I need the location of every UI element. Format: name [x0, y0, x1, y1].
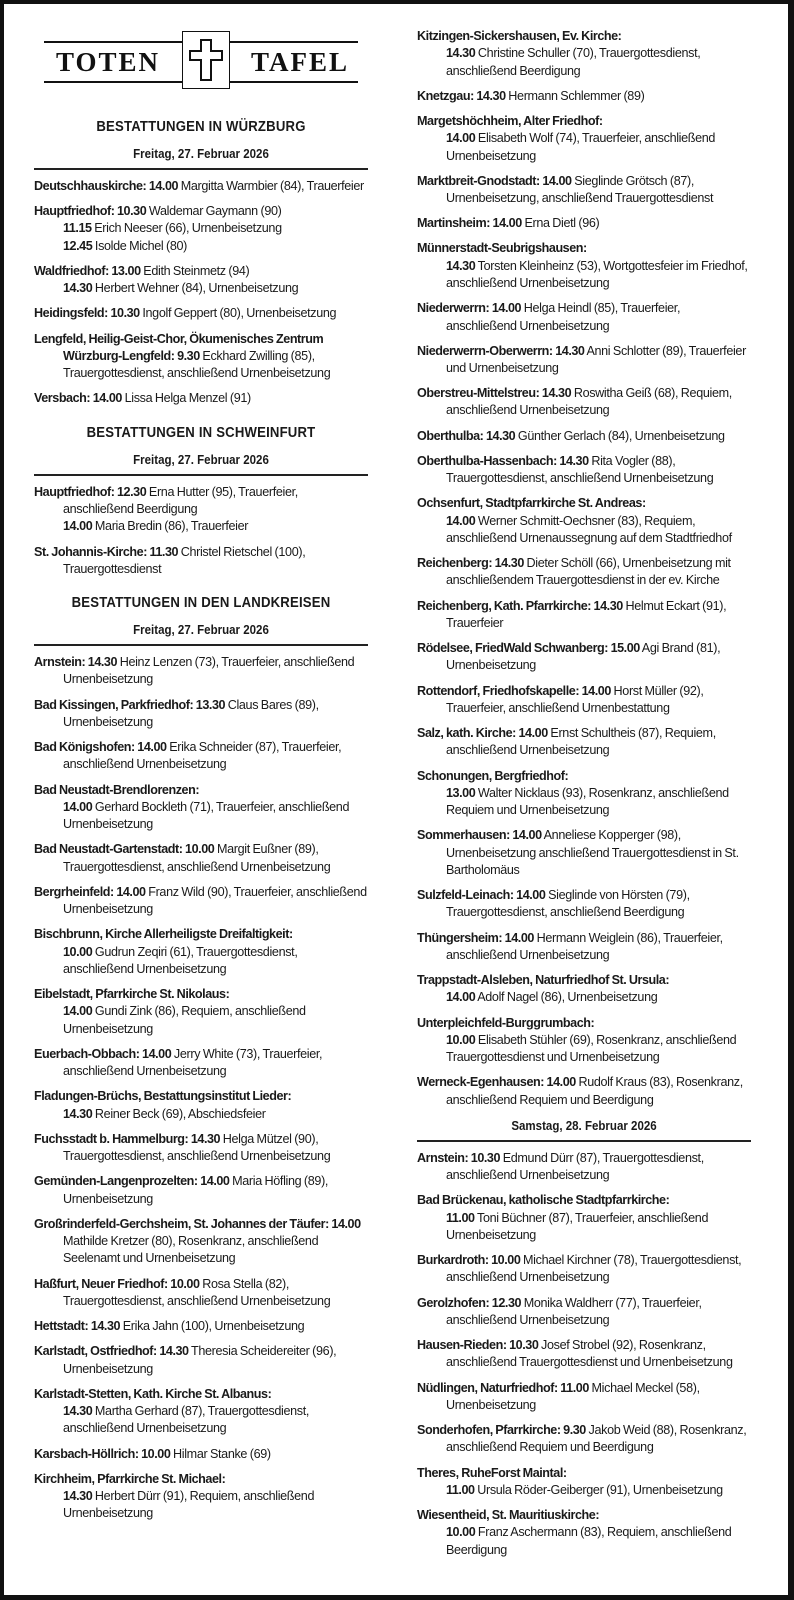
- funeral-entry: [417, 1015, 751, 1067]
- entry-continuation: [63, 1106, 368, 1123]
- entry-text: Waldemar Gaymann (90): [146, 204, 282, 219]
- entry-text: Margitta Warmbier (84), Trauerfeier: [178, 179, 364, 193]
- entry-text: Hilmar Stanke (69): [170, 1446, 271, 1461]
- section-date: Freitag, 27. Februar 2026: [133, 451, 269, 467]
- funeral-entry: [417, 598, 751, 633]
- entry-place: Haßfurt, Neuer Friedhof: 10.00: [34, 1276, 200, 1291]
- entry-text: Helmut Eckart (91), Trauerfeier: [446, 598, 727, 630]
- entry-place: Reichenberg, Kath. Pfarrkirche: 14.30: [417, 598, 623, 613]
- cross-icon: [182, 31, 230, 89]
- entry-place: Schonungen, Bergfriedhof:: [417, 768, 569, 783]
- entry-continuation: [446, 1524, 751, 1559]
- entry-text: Erna Dietl (96): [521, 216, 600, 231]
- entry-text: Eckhard Zwilling (85), Trauergottesdienst, anschließend Urnenbeisetzung: [63, 348, 331, 381]
- entry-continuation: [446, 258, 751, 293]
- funeral-entry: [34, 484, 368, 536]
- entry-text: Gerhard Bockleth (71), Trauerfeier, anschließend Urnenbeisetzung: [63, 799, 350, 832]
- entry-place: Heidingsfeld: 10.30: [34, 306, 140, 321]
- funeral-entry: [34, 1131, 368, 1166]
- entry-place: Karlstadt, Ostfriedhof: 14.30: [34, 1344, 189, 1359]
- entry-time: 11.00: [446, 1482, 475, 1497]
- entry-text: Christine Schuller (70), Trauergottesdienst, anschließend Beerdigung: [446, 46, 701, 78]
- section-title: BESTATTUNGEN IN WÜRZBURG: [96, 119, 306, 135]
- entry-text: Monika Waldherr (77), Trauerfeier, anschließend Urnenbeisetzung: [446, 1295, 702, 1327]
- entry-text: Erika Jahn (100), Urnenbeisetzung: [120, 1319, 305, 1334]
- funeral-entry: [417, 495, 751, 547]
- funeral-entry: [417, 113, 751, 165]
- entry-place: Hauptfriedhof: 10.30: [34, 204, 147, 219]
- funeral-entry: [34, 1446, 368, 1463]
- entry-text: Hermann Schlemmer (89): [505, 88, 645, 103]
- entry-text: Edmund Dürr (87), Trauergottesdienst, anschließend Urnenbeisetzung: [446, 1150, 704, 1183]
- entry-text: Michael Kirchner (78), Trauergottesdienst, anschließend Urnenbeisetzung: [446, 1253, 742, 1285]
- entry-continuation: [63, 238, 368, 255]
- entry-text: Horst Müller (92), Trauerfeier, anschließend Urnenbestattung: [446, 683, 704, 715]
- entry-time: 14.30: [446, 46, 476, 61]
- entry-place: Kitzingen-Sickershausen, Ev. Kirche:: [417, 29, 622, 43]
- entry-text: Michael Meckel (58), Urnenbeisetzung: [446, 1380, 700, 1412]
- entry-continuation: [446, 1482, 751, 1499]
- entry-place: Bad Neustadt-Gartenstadt: 10.00: [34, 842, 215, 857]
- entry-place: Knetzgau: 14.30: [417, 88, 506, 103]
- funeral-entry: [417, 28, 751, 80]
- entry-place: St. Johannis-Kirche: 11.30: [34, 544, 179, 559]
- entry-time: 10.00: [446, 1032, 476, 1047]
- entry-text: Helga Heindl (85), Trauerfeier, anschließend Urnenbeisetzung: [446, 301, 681, 333]
- funeral-entry: [417, 173, 751, 208]
- funeral-entry: [417, 1465, 751, 1500]
- entry-time: 14.30: [63, 1404, 93, 1419]
- entry-text: Dieter Schöll (66), Urnenbeisetzung mit anschließendem Trauergottesdienst in der ev. Kirche: [446, 556, 731, 588]
- entry-place: Gemünden-Langenprozelten: 14.00: [34, 1174, 230, 1189]
- entry-text: Mathilde Kretzer (80), Rosenkranz, anschließend Seelenamt und Urnenbeisetzung: [63, 1234, 319, 1266]
- entry-place: Euerbach-Obbach: 14.00: [34, 1046, 172, 1061]
- entry-continuation: [63, 518, 368, 535]
- entry-time: 14.00: [446, 131, 476, 146]
- entry-continuation: [63, 799, 368, 834]
- entry-text: Josef Strobel (92), Rosenkranz, anschließend Trauergottesdienst und Urnenbeisetzung: [446, 1338, 733, 1370]
- entry-text: Jerry White (73), Trauerfeier, anschließend Urnenbeisetzung: [63, 1046, 323, 1079]
- entry-place: Versbach: 14.00: [34, 391, 122, 406]
- section-title: BESTATTUNGEN IN DEN LANDKREISEN: [71, 595, 331, 612]
- entry-time: 11.15: [63, 221, 92, 236]
- entry-place: Sommerhausen: 14.00: [417, 828, 542, 843]
- funeral-entry: [34, 1318, 368, 1335]
- entry-text: Christel Rietschel (100), Trauergottesdienst: [63, 544, 306, 576]
- entry-place: Bischbrunn, Kirche Allerheiligste Dreifaltigkeit:: [34, 927, 293, 942]
- entry-text: Roswitha Geiß (68), Requiem, anschließend Urnenbeisetzung: [446, 386, 732, 418]
- entry-place: Arnstein: 10.30: [417, 1150, 501, 1165]
- entry-text: Theresia Scheidereiter (96), Urnenbeisetzung: [63, 1344, 337, 1376]
- funeral-entry: [34, 1386, 368, 1438]
- entry-place: Werneck-Egenhausen: 14.00: [417, 1075, 576, 1090]
- funeral-entry: [34, 1343, 368, 1378]
- funeral-entry: [34, 1088, 368, 1123]
- funeral-entry: [417, 1074, 751, 1109]
- funeral-entry: [417, 428, 751, 445]
- entry-time: 14.30: [63, 1106, 93, 1121]
- section-title: BESTATTUNGEN IN SCHWEINFURT: [86, 424, 316, 441]
- funeral-entry: [417, 1507, 751, 1559]
- date-rule: [417, 1140, 751, 1142]
- funeral-entry: [34, 544, 368, 579]
- entry-text: Franz Wild (90), Trauerfeier, anschließend Urnenbeisetzung: [63, 884, 367, 917]
- entry-text: Reiner Beck (69), Abschiedsfeier: [92, 1106, 266, 1121]
- entry-continuation: [63, 1003, 368, 1038]
- entry-continuation: [63, 944, 368, 979]
- entry-continuation: [446, 130, 751, 165]
- entry-text: Elisabeth Wolf (74), Trauerfeier, anschließend Urnenbeisetzung: [446, 131, 716, 163]
- entry-text: Lissa Helga Menzel (91): [121, 391, 251, 406]
- entry-place: Oberstreu-Mittelstreu: 14.30: [417, 386, 572, 401]
- entry-text: Adolf Nagel (86), Urnenbeisetzung: [475, 990, 658, 1005]
- entry-text: Sieglinde von Hörsten (79), Trauergottesdienst, anschließend Beerdigung: [446, 888, 690, 920]
- logo-word-left: TOTEN: [56, 47, 161, 77]
- funeral-entry: [417, 683, 751, 718]
- entry-text: Jakob Weid (88), Rosenkranz, anschließend Requiem und Beerdigung: [446, 1423, 747, 1455]
- entry-time: 14.30: [446, 258, 476, 273]
- left-flow: [34, 118, 368, 1523]
- entry-place: Bad Brückenau, katholische Stadtpfarrkirche:: [417, 1193, 670, 1208]
- entry-text: Isolde Michel (80): [92, 238, 188, 253]
- entry-place: Karlstadt-Stetten, Kath. Kirche St. Albanus:: [34, 1386, 272, 1401]
- entry-text: Erna Hutter (95), Trauerfeier, anschließend Beerdigung: [63, 484, 298, 517]
- funeral-entry: [417, 343, 751, 378]
- funeral-entry: [34, 926, 368, 978]
- entry-place: Trappstadt-Alsleben, Naturfriedhof St. Ursula:: [417, 973, 670, 988]
- funeral-entry: [417, 1150, 751, 1185]
- entry-text: Margit Eußner (89), Trauergottesdienst, anschließend Urnenbeisetzung: [63, 842, 331, 874]
- entry-place: Waldfriedhof: 13.00: [34, 263, 141, 278]
- funeral-entry: [417, 1380, 751, 1415]
- funeral-entry: [417, 300, 751, 335]
- entry-text: Gudrun Zeqiri (61), Trauergottesdienst, anschließend Urnenbeisetzung: [63, 944, 298, 976]
- right-column: [417, 0, 751, 1567]
- entry-text: Hermann Weiglein (86), Trauerfeier, anschließend Urnenbeisetzung: [446, 930, 723, 962]
- funeral-entry: [417, 725, 751, 760]
- entry-text: Ursula Röder-Geiberger (91), Urnenbeisetzung: [474, 1482, 723, 1497]
- entry-place: Martinsheim: 14.00: [417, 216, 522, 231]
- entry-place: Theres, RuheForst Maintal:: [417, 1465, 567, 1480]
- funeral-entry: [417, 1252, 751, 1287]
- entry-place: Deutschhauskirche: 14.00: [34, 179, 179, 193]
- entry-place: Oberthulba-Hassenbach: 14.30: [417, 453, 589, 468]
- entry-continuation: [446, 513, 751, 548]
- funeral-entry: [34, 390, 368, 407]
- entry-place: Fladungen-Brüchs, Bestattungsinstitut Lieder:: [34, 1089, 292, 1104]
- entry-place: Reichenberg: 14.30: [417, 556, 524, 571]
- entry-place: Lengfeld, Heilig-Geist-Chor, Ökumenisches Zentrum Würzburg-Lengfeld: 9.30: [34, 331, 324, 363]
- entry-text: Franz Aschermann (83), Requiem, anschließend Beerdigung: [446, 1525, 732, 1557]
- entry-time: 14.00: [63, 1004, 93, 1019]
- entry-place: Eibelstadt, Pfarrkirche St. Nikolaus:: [34, 987, 230, 1002]
- entry-place: Marktbreit-Gnodstadt: 14.00: [417, 173, 572, 188]
- entry-place: Nüdlingen, Naturfriedhof: 11.00: [417, 1380, 589, 1395]
- entry-place: Kirchheim, Pfarrkirche St. Michael:: [34, 1471, 226, 1486]
- entry-time: 10.00: [446, 1525, 476, 1540]
- entry-text: Agi Brand (81), Urnenbeisetzung: [446, 641, 721, 673]
- date-rule: [34, 168, 368, 170]
- entry-text: Rudolf Kraus (83), Rosenkranz, anschließend Requiem und Beerdigung: [446, 1075, 743, 1107]
- entry-time: 14.00: [63, 519, 93, 534]
- funeral-entry: [417, 827, 751, 879]
- entry-time: 13.00: [446, 785, 476, 800]
- funeral-entry: [417, 930, 751, 965]
- entry-text: Maria Bredin (86), Trauerfeier: [92, 519, 249, 534]
- entry-text: Edith Steinmetz (94): [140, 263, 250, 278]
- funeral-entry: [34, 697, 368, 732]
- entry-place: Sonderhofen, Pfarrkirche: 9.30: [417, 1423, 586, 1438]
- entry-text: Rosa Stella (82), Trauergottesdienst, anschließend Urnenbeisetzung: [63, 1276, 331, 1308]
- funeral-entry: [34, 1216, 368, 1268]
- entry-time: 10.00: [63, 944, 93, 959]
- entry-text: Günther Gerlach (84), Urnenbeisetzung: [515, 428, 725, 443]
- entry-place: Niederwerrn-Oberwerrn: 14.30: [417, 343, 585, 358]
- entry-place: Bergrheinfeld: 14.00: [34, 884, 146, 899]
- funeral-entry: [34, 654, 368, 689]
- entry-place: Niederwerrn: 14.00: [417, 301, 522, 316]
- logo-word-right: TAFEL: [251, 47, 350, 77]
- entry-text: Erika Schneider (87), Trauerfeier, anschließend Urnenbeisetzung: [63, 740, 342, 772]
- entry-text: Claus Bares (89), Urnenbeisetzung: [63, 697, 319, 729]
- entry-time: 14.00: [446, 990, 476, 1005]
- funeral-entry: [34, 841, 368, 876]
- entry-text: Werner Schmitt-Oechsner (83), Requiem, anschließend Urnenaussegnung auf dem Stadtfriedhof: [446, 513, 732, 545]
- entry-continuation: [63, 1403, 368, 1438]
- funeral-entry: [417, 768, 751, 820]
- entry-place: Thüngersheim: 14.00: [417, 930, 534, 945]
- funeral-entry: [417, 240, 751, 292]
- section-date: Freitag, 27. Februar 2026: [133, 146, 269, 161]
- funeral-entry: [417, 555, 751, 590]
- entry-place: Gerolzhofen: 12.30: [417, 1295, 522, 1310]
- entry-place: Bad Königshofen: 14.00: [34, 740, 167, 755]
- entry-place: Hauptfriedhof: 12.30: [34, 484, 147, 499]
- entry-text: Ernst Schultheis (87), Requiem, anschließend Urnenbeisetzung: [446, 726, 716, 758]
- funeral-entry: [34, 178, 368, 195]
- entry-text: Rita Vogler (88), Trauergottesdienst, anschließend Urnenbeisetzung: [446, 453, 714, 486]
- entry-place: Fuchsstadt b. Hammelburg: 14.30: [34, 1131, 221, 1146]
- funeral-entry: [417, 88, 751, 105]
- entry-continuation: [446, 45, 751, 80]
- entry-place: Rottendorf, Friedhofskapelle: 14.00: [417, 683, 611, 698]
- entry-text: Walter Nicklaus (93), Rosenkranz, anschließend Requiem und Urnenbeisetzung: [446, 785, 729, 818]
- entry-time: 14.30: [63, 1489, 93, 1503]
- funeral-entry: [34, 739, 368, 774]
- entry-text: Torsten Kleinheinz (53), Wortgottesfeier im Friedhof, anschließend Urnenbeisetzung: [446, 258, 748, 291]
- entry-text: Heinz Lenzen (73), Trauerfeier, anschließend Urnenbeisetzung: [63, 655, 355, 687]
- funeral-entry: [34, 782, 368, 834]
- entry-place: Rödelsee, FriedWald Schwanberg: 15.00: [417, 641, 640, 656]
- funeral-entry: [34, 1276, 368, 1311]
- funeral-entry: [417, 453, 751, 488]
- funeral-entry: [417, 1422, 751, 1457]
- funeral-entry: [417, 972, 751, 1007]
- section-date: Samstag, 28. Februar 2026: [511, 1117, 657, 1133]
- entry-text: Herbert Dürr (91), Requiem, anschließend Urnenbeisetzung: [63, 1489, 315, 1521]
- entry-place: Karsbach-Höllrich: 10.00: [34, 1446, 171, 1461]
- funeral-entry: [417, 1337, 751, 1372]
- entry-text: Anni Schlotter (89), Trauerfeier und Urnenbeisetzung: [446, 343, 746, 375]
- entry-continuation: [446, 1210, 751, 1245]
- entry-continuation: [63, 220, 368, 237]
- entry-place: Bad Kissingen, Parkfriedhof: 13.30: [34, 697, 226, 712]
- entry-place: Salz, kath. Kirche: 14.00: [417, 726, 548, 741]
- entry-text: Martha Gerhard (87), Trauergottesdienst, anschließend Urnenbeisetzung: [63, 1404, 310, 1436]
- entry-text: Helga Mützel (90), Trauergottesdienst, anschließend Urnenbeisetzung: [63, 1131, 331, 1164]
- entry-place: Unterpleichfeld-Burggrumbach:: [417, 1015, 595, 1030]
- entry-text: Elisabeth Stühler (69), Rosenkranz, anschließend Trauergottesdienst und Urnenbeisetzung: [446, 1032, 737, 1065]
- entry-place: Großrinderfeld-Gerchsheim, St. Johannes der Täufer: 14.00: [34, 1216, 361, 1231]
- funeral-entry: [417, 1295, 751, 1330]
- funeral-entry: [34, 305, 368, 322]
- entry-text: Herbert Wehner (84), Urnenbeisetzung: [92, 281, 299, 296]
- entry-place: Margetshöchheim, Alter Friedhof:: [417, 113, 603, 128]
- funeral-entry: [34, 203, 368, 255]
- entry-place: Burkardroth: 10.00: [417, 1253, 521, 1268]
- entry-place: Arnstein: 14.30: [34, 655, 118, 670]
- entry-text: Gundi Zink (86), Requiem, anschließend Urnenbeisetzung: [63, 1004, 306, 1036]
- funeral-entry: [34, 1173, 368, 1208]
- totentafel-logo: [34, 0, 368, 110]
- entry-place: Münnerstadt-Seubrigshausen:: [417, 241, 587, 256]
- funeral-entry: [417, 640, 751, 675]
- entry-continuation: [63, 280, 368, 297]
- entry-text: Anneliese Kopperger (98), Urnenbeisetzung anschließend Trauergottesdienst in St. Bartholomäus: [446, 828, 739, 877]
- right-flow: [417, 28, 751, 1559]
- funeral-entry: [417, 887, 751, 922]
- funeral-entry: [34, 263, 368, 298]
- funeral-entry: [34, 331, 368, 383]
- entry-text: Sieglinde Grötsch (87), Urnenbeisetzung, anschließend Trauergottesdienst: [446, 173, 714, 206]
- funeral-entry: [417, 385, 751, 420]
- entry-time: 14.00: [63, 799, 93, 814]
- entry-text: Maria Höfling (89), Urnenbeisetzung: [63, 1174, 329, 1206]
- entry-continuation: [63, 1488, 368, 1523]
- entry-continuation: [446, 785, 751, 820]
- date-rule: [34, 644, 368, 646]
- funeral-entry: [417, 1192, 751, 1244]
- date-rule: [34, 474, 368, 476]
- entry-continuation: [446, 989, 751, 1006]
- entry-continuation: [446, 1032, 751, 1067]
- entry-place: Oberthulba: 14.30: [417, 428, 516, 443]
- entry-time: 14.30: [63, 281, 93, 296]
- entry-text: Toni Büchner (87), Trauerfeier, anschließend Urnenbeisetzung: [446, 1210, 709, 1242]
- entry-place: Ochsenfurt, Stadtpfarrkirche St. Andreas:: [417, 496, 646, 511]
- funeral-entry: [34, 986, 368, 1038]
- entry-place: Bad Neustadt-Brendlorenzen:: [34, 782, 200, 797]
- section-date: Freitag, 27. Februar 2026: [133, 622, 269, 638]
- funeral-entry: [34, 1046, 368, 1081]
- entry-time: 11.00: [446, 1210, 475, 1225]
- entry-place: Hausen-Rieden: 10.30: [417, 1338, 539, 1353]
- entry-time: 14.00: [446, 513, 476, 528]
- left-column: [34, 0, 368, 1530]
- funeral-entry: [34, 1471, 368, 1523]
- entry-place: Wiesentheid, St. Mauritiuskirche:: [417, 1507, 600, 1522]
- funeral-entry: [34, 884, 368, 919]
- entry-text: Erich Neeser (66), Urnenbeisetzung: [91, 221, 282, 236]
- entry-time: 12.45: [63, 238, 93, 253]
- funeral-entry: [417, 215, 751, 232]
- entry-place: Hettstadt: 14.30: [34, 1319, 121, 1334]
- entry-place: Sulzfeld-Leinach: 14.00: [417, 888, 546, 903]
- entry-text: Ingolf Geppert (80), Urnenbeisetzung: [139, 306, 337, 321]
